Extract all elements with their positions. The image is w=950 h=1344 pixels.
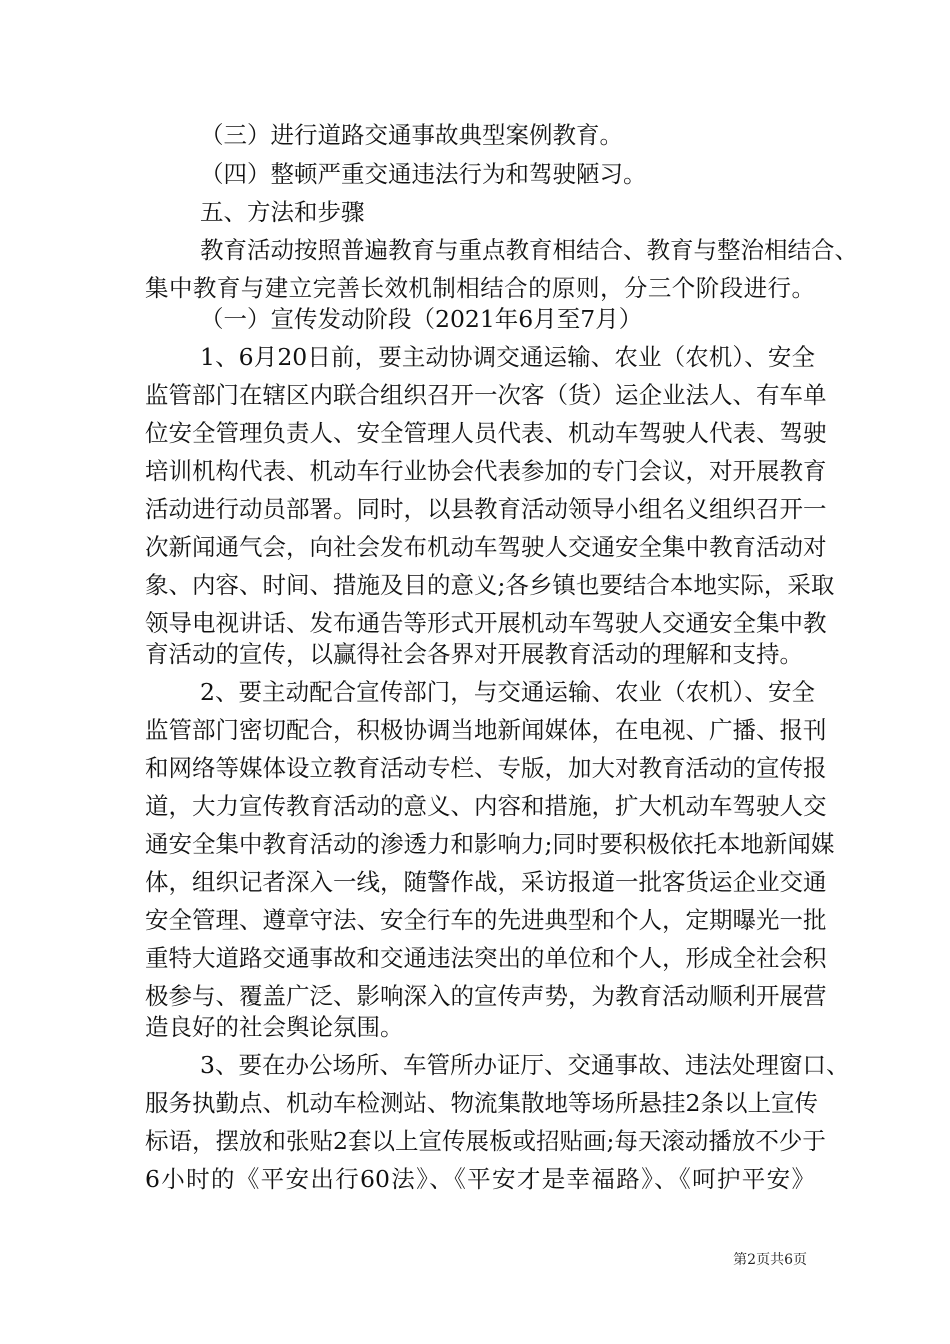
paragraph-line: 活动进行动员部署。同时，以县教育活动领导小组名义组织召开一 [145, 495, 827, 523]
paragraph-line: 6小时的《平安出行60法》、《平安才是幸福路》、《呵护平安》 [145, 1165, 815, 1193]
paragraph-line: 集中教育与建立完善长效机制相结合的原则，分三个阶段进行。 [145, 274, 815, 302]
page-number: 第2页共6页 [733, 1252, 807, 1268]
paragraph-line: 监管部门密切配合，积极协调当地新闻媒体，在电视、广播、报刊 [145, 716, 827, 744]
paragraph-line: 道，大力宣传教育活动的意义、内容和措施，扩大机动车驾驶人交 [145, 792, 827, 820]
paragraph-line: 领导电视讲话、发布通告等形式开展机动车驾驶人交通安全集中教 [145, 609, 827, 637]
paragraph-line: 通安全集中教育活动的渗透力和影响力;同时要积极依托本地新闻媒 [145, 830, 835, 858]
paragraph-line: 和网络等媒体设立教育活动专栏、专版，加大对教育活动的宣传报 [145, 754, 827, 782]
paragraph-line: （三）进行道路交通事故典型案例教育。 [200, 121, 623, 149]
paragraph-line: 标语，摆放和张贴2套以上宣传展板或招贴画;每天滚动播放不少于 [145, 1127, 826, 1155]
section-heading: 五、方法和步骤 [200, 198, 365, 226]
paragraph-line: 象、内容、时间、措施及目的意义;各乡镇也要结合本地实际，采取 [145, 571, 835, 599]
paragraph-line: 监管部门在辖区内联合组织召开一次客（货）运企业法人、有车单 [145, 381, 827, 409]
paragraph-line: 培训机构代表、机动车行业协会代表参加的专门会议，对开展教育 [145, 457, 827, 485]
paragraph-line: 位安全管理负责人、安全管理人员代表、机动车驾驶人代表、驾驶 [145, 419, 827, 447]
paragraph-line: 1、6月20日前，要主动协调交通运输、农业（农机）、安全 [200, 343, 815, 371]
paragraph-line: 极参与、覆盖广泛、影响深入的宣传声势，为教育活动顺利开展营 [145, 982, 827, 1010]
paragraph-line: 服务执勤点、机动车检测站、物流集散地等场所悬挂2条以上宣传 [145, 1089, 818, 1117]
paragraph-line: 体，组织记者深入一线，随警作战，采访报道一批客货运企业交通 [145, 868, 827, 896]
paragraph-line: 安全管理、遵章守法、安全行车的先进典型和个人，定期曝光一批 [145, 906, 827, 934]
paragraph-line: 3、要在办公场所、车管所办证厅、交通事故、违法处理窗口、 [200, 1051, 850, 1079]
paragraph-line: 造良好的社会舆论氛围。 [145, 1013, 404, 1041]
paragraph-line: 教育活动按照普遍教育与重点教育相结合、教育与整治相结合、 [200, 236, 858, 264]
subsection-heading: （一）宣传发动阶段（2021年6月至7月） [200, 305, 643, 333]
paragraph-line: 重特大道路交通事故和交通违法突出的单位和个人，形成全社会积 [145, 944, 827, 972]
paragraph-line: 育活动的宣传，以赢得社会各界对开展教育活动的理解和支持。 [145, 640, 803, 668]
paragraph-line: 次新闻通气会，向社会发布机动车驾驶人交通安全集中教育活动对 [145, 533, 827, 561]
paragraph-line: （四）整顿严重交通违法行为和驾驶陋习。 [200, 160, 647, 188]
paragraph-line: 2、要主动配合宣传部门，与交通运输、农业（农机）、安全 [200, 678, 815, 706]
